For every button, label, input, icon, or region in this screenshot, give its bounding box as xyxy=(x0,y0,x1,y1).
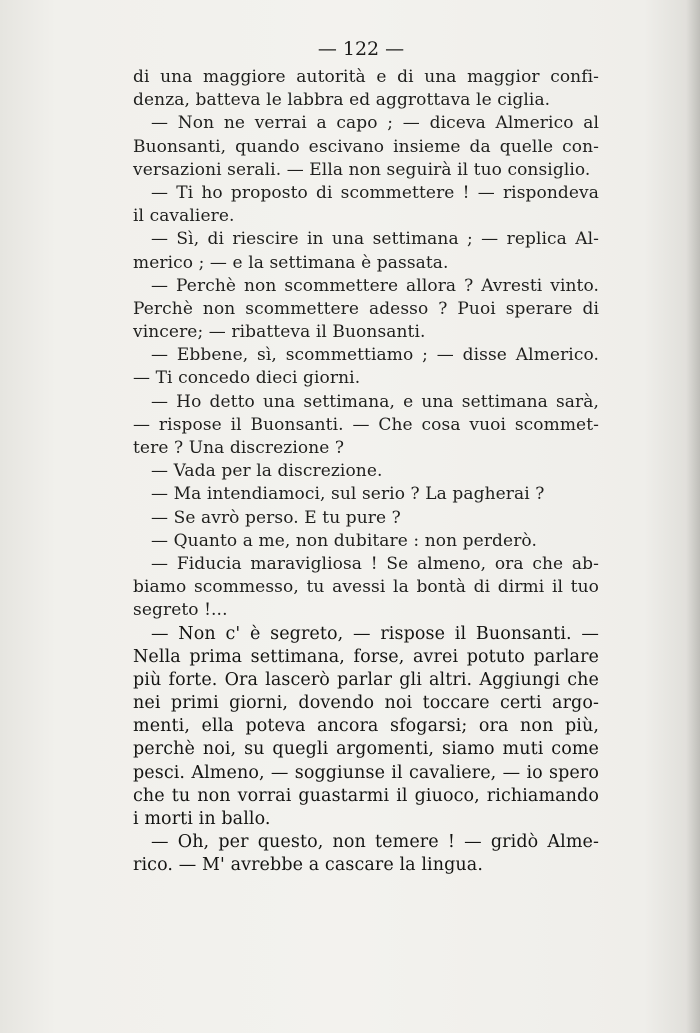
paragraph xyxy=(133,275,599,345)
paragraph xyxy=(133,483,599,506)
text-line: biamo scommesso, tu avessi la bontà di dirmi il tuo xyxy=(133,577,599,598)
text-line: — Vada per la discrezione. xyxy=(151,461,383,482)
text-line: merico ; — e la settimana è passata. xyxy=(133,252,449,273)
paragraph xyxy=(133,460,599,483)
text-line: — Ti concedo dieci giorni. xyxy=(133,368,361,389)
paragraph xyxy=(133,112,599,182)
paragraph xyxy=(133,507,599,530)
paragraph xyxy=(133,66,599,112)
text-line: — Ma intendiamoci, sul serio ? La pagherai ? xyxy=(151,484,545,505)
text-line: segreto !... xyxy=(133,600,228,621)
text-line: — Ebbene, sì, scommettiamo ; — disse Almerico. xyxy=(151,345,599,366)
text-line: nei primi giorni, dovendo noi toccare certi argo- xyxy=(133,693,599,714)
text-line: il cavaliere. xyxy=(133,206,235,227)
text-line: — Non c' è segreto, — rispose il Buonsanti. — xyxy=(151,623,599,644)
text-line: — Sì, di riescire in una settimana ; — replica Al- xyxy=(151,229,599,250)
text-line: — Oh, per questo, non temere ! — gridò Alme- xyxy=(151,832,599,853)
text-line: — Ho detto una settimana, e una settimana sarà, xyxy=(151,391,599,412)
text-line: — rispose il Buonsanti. — Che cosa vuoi scommet- xyxy=(133,414,599,435)
page-edge-shadow xyxy=(686,0,700,1033)
paragraph xyxy=(133,228,599,274)
text-line: — Fiducia maravigliosa ! Se almeno, ora che ab- xyxy=(151,553,599,574)
paragraph xyxy=(133,182,599,228)
text-line: Nella prima settimana, forse, avrei potuto parlare xyxy=(133,646,599,667)
text-line: perchè noi, su quegli argomenti, siamo muti come xyxy=(133,739,599,760)
text-line: rico. — M' avrebbe a cascare la lingua. xyxy=(133,855,483,876)
paragraph xyxy=(133,831,599,877)
text-line: — Non ne verrai a capo ; — diceva Almerico al xyxy=(151,113,599,134)
text-line: — Ti ho proposto di scommettere ! — rispondeva xyxy=(151,182,599,203)
paragraph xyxy=(133,391,599,461)
text-line: Perchè non scommettere adesso ? Puoi sperare di xyxy=(133,298,599,319)
text-line: vincere; — ribatteva il Buonsanti. xyxy=(133,322,426,343)
paragraph xyxy=(133,344,599,390)
body-text xyxy=(133,66,599,878)
text-line: i morti in ballo. xyxy=(133,809,271,829)
paragraph xyxy=(133,553,599,623)
text-line: — Se avrò perso. E tu pure ? xyxy=(151,507,401,528)
text-line: versazioni serali. — Ella non seguirà il tuo consiglio. xyxy=(133,159,591,180)
text-line: — Quanto a me, non dubitare : non perderò. xyxy=(151,530,537,551)
paragraph xyxy=(133,530,599,553)
text-line: menti, ella poteva ancora sfogarsi; ora non più, xyxy=(133,716,599,737)
text-line: che tu non vorrai guastarmi il giuoco, richiamando xyxy=(133,785,599,806)
text-line: tere ? Una discrezione ? xyxy=(133,438,345,458)
text-line: più forte. Ora lascerò parlar gli altri. Aggiungi che xyxy=(133,669,599,690)
paragraph xyxy=(133,623,599,832)
text-line: denza, batteva le labbra ed aggrottava le ciglia. xyxy=(133,90,551,111)
text-line: di una maggiore autorità e di una maggior confi- xyxy=(133,67,599,87)
text-line: — Perchè non scommettere allora ? Avresti vinto. xyxy=(151,275,599,296)
page-number: — 122 — xyxy=(317,38,405,60)
text-line: Buonsanti, quando escivano insieme da quelle con- xyxy=(133,136,599,157)
text-line: pesci. Almeno, — soggiunse il cavaliere, — io spero xyxy=(133,762,599,783)
